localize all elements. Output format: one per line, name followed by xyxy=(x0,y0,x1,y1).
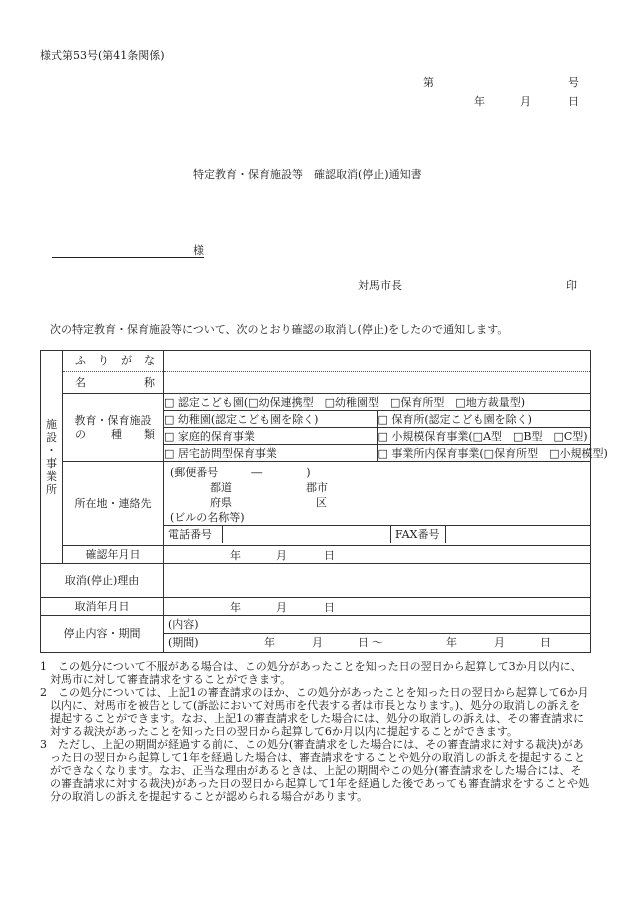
doc-number-prefix: 第 xyxy=(423,76,434,89)
type-options-cell xyxy=(164,394,608,462)
address-cell xyxy=(164,462,591,546)
form-number: 様式第53号(第41条関係) xyxy=(40,49,165,62)
section-label: 施 設 ・ 事 業 所 xyxy=(46,418,57,496)
cancel-year: 年 xyxy=(230,600,241,614)
name-field[interactable] xyxy=(164,351,591,394)
prefecture-label-1: 都道 xyxy=(210,481,232,494)
period-start-year: 年 xyxy=(264,636,275,649)
option-hoikusho[interactable]: □ 保育所(認定こども園を除く) xyxy=(377,411,590,428)
suspend-label: 停止内容・期間 xyxy=(41,616,164,653)
option-jigyoshonai[interactable]: □ 事業所内保育事業(□保育所型 □小規模型) xyxy=(377,445,590,462)
name-label: 名 称 xyxy=(75,376,155,389)
note-3: 3 ただし、上記の期間が経過する前に、この処分(審査請求をした場合には、その審査請求に対する裁決)があった日の翌日から起算して1年を経過した場合は、審査請求をすることや処分の取消しの訴えを提起することができなくなります。なお、正当な理由があるときは、上記の期間やこの処分(審査請求をした場合には、その審査請求に対する裁決)があった日の翌日から起算して1年を経過した後であっても審査請求をすることや処分の取消しの訴えを提起することが認められる場合があります。 xyxy=(40,738,590,803)
reason-field[interactable] xyxy=(164,564,591,598)
issue-month-label: 月 xyxy=(520,95,531,108)
period-end-day: 日 xyxy=(540,636,551,649)
city-label-1: 郡市 xyxy=(306,481,328,494)
section-label-cell xyxy=(41,351,63,564)
name-label-cell xyxy=(63,351,164,394)
option-nintei-kodomoen[interactable]: □ 認定こども園(□幼保連携型 □幼稚園型 □保育所型 □地方裁量型) xyxy=(164,396,526,409)
addressee-line xyxy=(52,257,204,258)
option-yochien[interactable]: □ 幼稚園(認定こども園を除く) xyxy=(164,411,377,428)
suspend-period-field[interactable] xyxy=(164,634,590,652)
issue-year-label: 年 xyxy=(474,95,485,108)
address-label: 所在地・連絡先 xyxy=(74,496,152,510)
name-input-field[interactable] xyxy=(164,372,590,393)
suspend-cell xyxy=(164,616,591,653)
period-label: (期間) xyxy=(168,636,199,649)
cancel-month: 月 xyxy=(276,600,287,614)
period-start-day: 日 xyxy=(358,636,369,649)
city-label-2: 区 xyxy=(316,496,327,509)
issue-day-label: 日 xyxy=(568,95,579,108)
address-label-cell xyxy=(63,462,164,546)
fax-field[interactable] xyxy=(446,526,590,543)
confirm-year: 年 xyxy=(230,548,241,562)
type-label-2a: の xyxy=(75,427,86,441)
type-label-cell xyxy=(63,394,164,462)
document-title: 特定教育・保育施設等 確認取消(停止)通知書 xyxy=(193,168,422,181)
intro-text: 次の特定教育・保育施設等について、次のとおり確認の取消し(停止)をしたので通知します。 xyxy=(50,323,509,336)
option-kyotaku[interactable]: □ 居宅訪問型保育事業 xyxy=(164,445,377,462)
option-shokibo[interactable]: □ 小規模保育事業(□A型 □B型 □C型) xyxy=(377,428,590,445)
fax-label: FAX番号 xyxy=(391,526,446,543)
addressee-suffix: 様 xyxy=(193,244,204,257)
period-tilde: ～ xyxy=(372,636,383,649)
confirm-date-label: 確認年月日 xyxy=(63,546,164,564)
prefecture-label-2: 府県 xyxy=(210,496,232,509)
period-start-month: 月 xyxy=(312,636,323,649)
cancel-day: 日 xyxy=(324,600,335,614)
furigana-field[interactable] xyxy=(164,351,590,372)
confirm-day: 日 xyxy=(324,548,335,562)
period-end-year: 年 xyxy=(446,636,457,649)
confirm-month: 月 xyxy=(276,548,287,562)
note-2: 2 この処分については、上記1の審査請求のほか、この処分があったことを知った日の翌日から起算して6か月以内に、対馬市を被告として(訴訟において対馬市を代表する者は市長となります。)、処分の取消しの訴えを提起することができます。なお、上記1の審査請求をした場合には、処分の取消しの訴えは、その審査請求に対する裁決があったことを知った日の翌日から起算して6か月以内に提起することができます。 xyxy=(40,686,589,738)
doc-number-suffix: 号 xyxy=(568,76,579,89)
address-field[interactable] xyxy=(164,462,590,525)
period-end-month: 月 xyxy=(494,636,505,649)
option-kateiteki[interactable]: □ 家庭的保育事業 xyxy=(164,428,377,445)
note-1: 1 この処分について不服がある場合は、この処分があったことを知った日の翌日から起算して3か月以内に、対馬市に対して審査請求をすることができます。 xyxy=(40,660,582,686)
phone-label: 電話番号 xyxy=(164,526,223,543)
suspend-content-field[interactable] xyxy=(164,616,590,634)
phone-field[interactable] xyxy=(223,526,391,543)
notes-section xyxy=(40,660,590,803)
cancel-date-label: 取消年月日 xyxy=(41,598,164,616)
type-label-2b: 種 類 xyxy=(111,427,155,441)
cancel-date-field[interactable] xyxy=(164,598,591,616)
reason-label: 取消(停止)理由 xyxy=(41,564,164,598)
seal-mark: 印 xyxy=(566,279,577,292)
building-label: (ビルの名称等) xyxy=(170,511,245,524)
furigana-label: ふ り が な xyxy=(75,354,155,367)
facility-table xyxy=(40,350,608,653)
postal-code: (郵便番号 ― ) xyxy=(170,466,311,479)
type-label-1: 教育・保育施設 xyxy=(74,413,152,427)
content-label: (内容) xyxy=(168,618,199,631)
confirm-date-field[interactable] xyxy=(164,546,591,564)
issuer-name: 対馬市長 xyxy=(358,279,402,292)
